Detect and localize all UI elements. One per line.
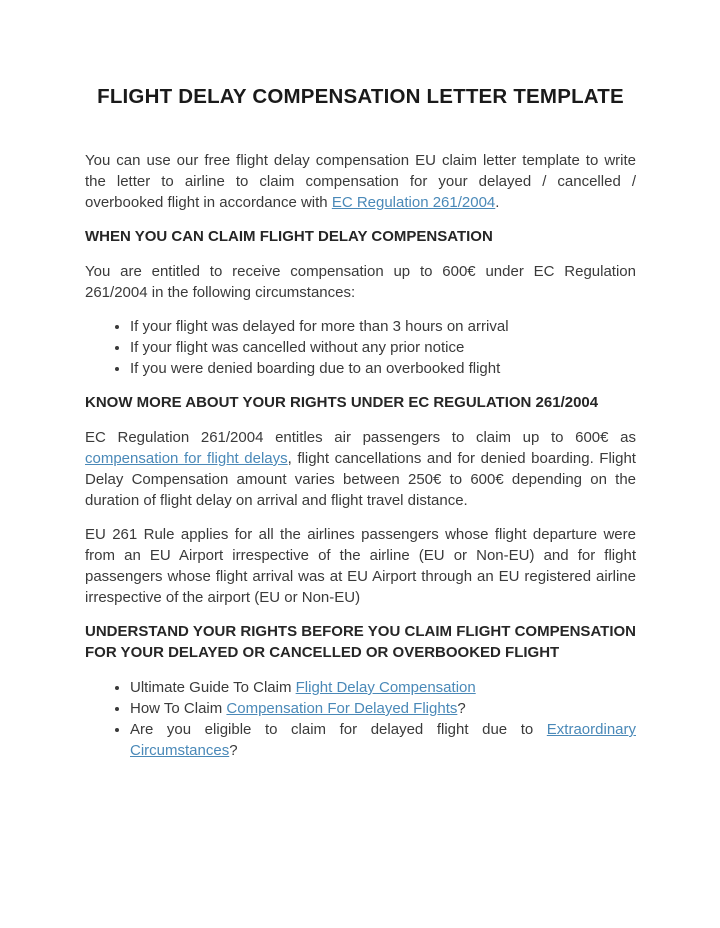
compensation-for-flight-delays-link[interactable]: compensation for flight delays [85,450,288,467]
bullet-text-before: Ultimate Guide To Claim [130,679,296,696]
when-bullet-list [85,316,636,379]
know-text-before: EC Regulation 261/2004 entitles air passengers to claim up to 600€ as [85,429,636,446]
know-section-paragraph-1 [85,427,636,511]
list-item [130,698,636,719]
know-section-paragraph-2: EU 261 Rule applies for all the airlines passengers whose flight departure were from an EU Airport irrespective of the airline (EU or Non-EU) and for flight passengers whose flight arrival was at EU Airport through an EU registered airline irrespective of the airport (EU or Non-EU) [85,526,636,606]
page-title: FLIGHT DELAY COMPENSATION LETTER TEMPLATE [97,85,624,108]
when-section-heading: WHEN YOU CAN CLAIM FLIGHT DELAY COMPENSATION [85,228,493,245]
bullet-text-after: ? [457,700,466,717]
intro-paragraph [85,150,636,213]
when-section-paragraph: You are entitled to receive compensation up to 600€ under EC Regulation 261/2004 in the following circumstances: [85,263,636,301]
list-item: • If your flight was delayed for more than 3 hours on arrival [130,316,636,337]
intro-text-before: You can use our free flight delay compensation EU claim letter template to write the letter to airline to claim compensation for your delayed / cancelled / overbooked flight in accordance with [85,152,636,211]
know-text-after: , flight cancellations and for denied boarding. Flight Delay Compensation amount varies between 250€ to 600€ depending on the duration of flight delay on arrival and flight travel distance. [85,450,636,509]
know-section-heading: KNOW MORE ABOUT YOUR RIGHTS UNDER EC REGULATION 261/2004 [85,394,599,411]
extraordinary-circumstances-link[interactable]: Extraordinary Circumstances [130,721,636,759]
understand-section-heading: UNDERSTAND YOUR RIGHTS BEFORE YOU CLAIM FLIGHT COMPENSATION FOR YOUR DELAYED OR CANCELLED OR OVERBOOKED FLIGHT [85,623,636,661]
bullet-text-before: Are you eligible to claim for delayed flight due to [130,721,547,738]
flight-delay-compensation-link[interactable]: Flight Delay Compensation [295,679,476,696]
understand-bullet-list [85,677,636,761]
list-item: • If your flight was cancelled without any prior notice [130,337,636,358]
list-item [130,719,636,761]
intro-text-after: . [495,194,500,211]
compensation-for-delayed-flights-link[interactable]: Compensation For Delayed Flights [226,700,458,717]
bullet-text-before: How To Claim [130,700,227,717]
ec-regulation-link[interactable]: EC Regulation 261/2004 [331,194,496,211]
list-item: • If you were denied boarding due to an overbooked flight [130,358,636,379]
bullet-text-after: ? [229,742,238,759]
list-item [130,677,636,698]
